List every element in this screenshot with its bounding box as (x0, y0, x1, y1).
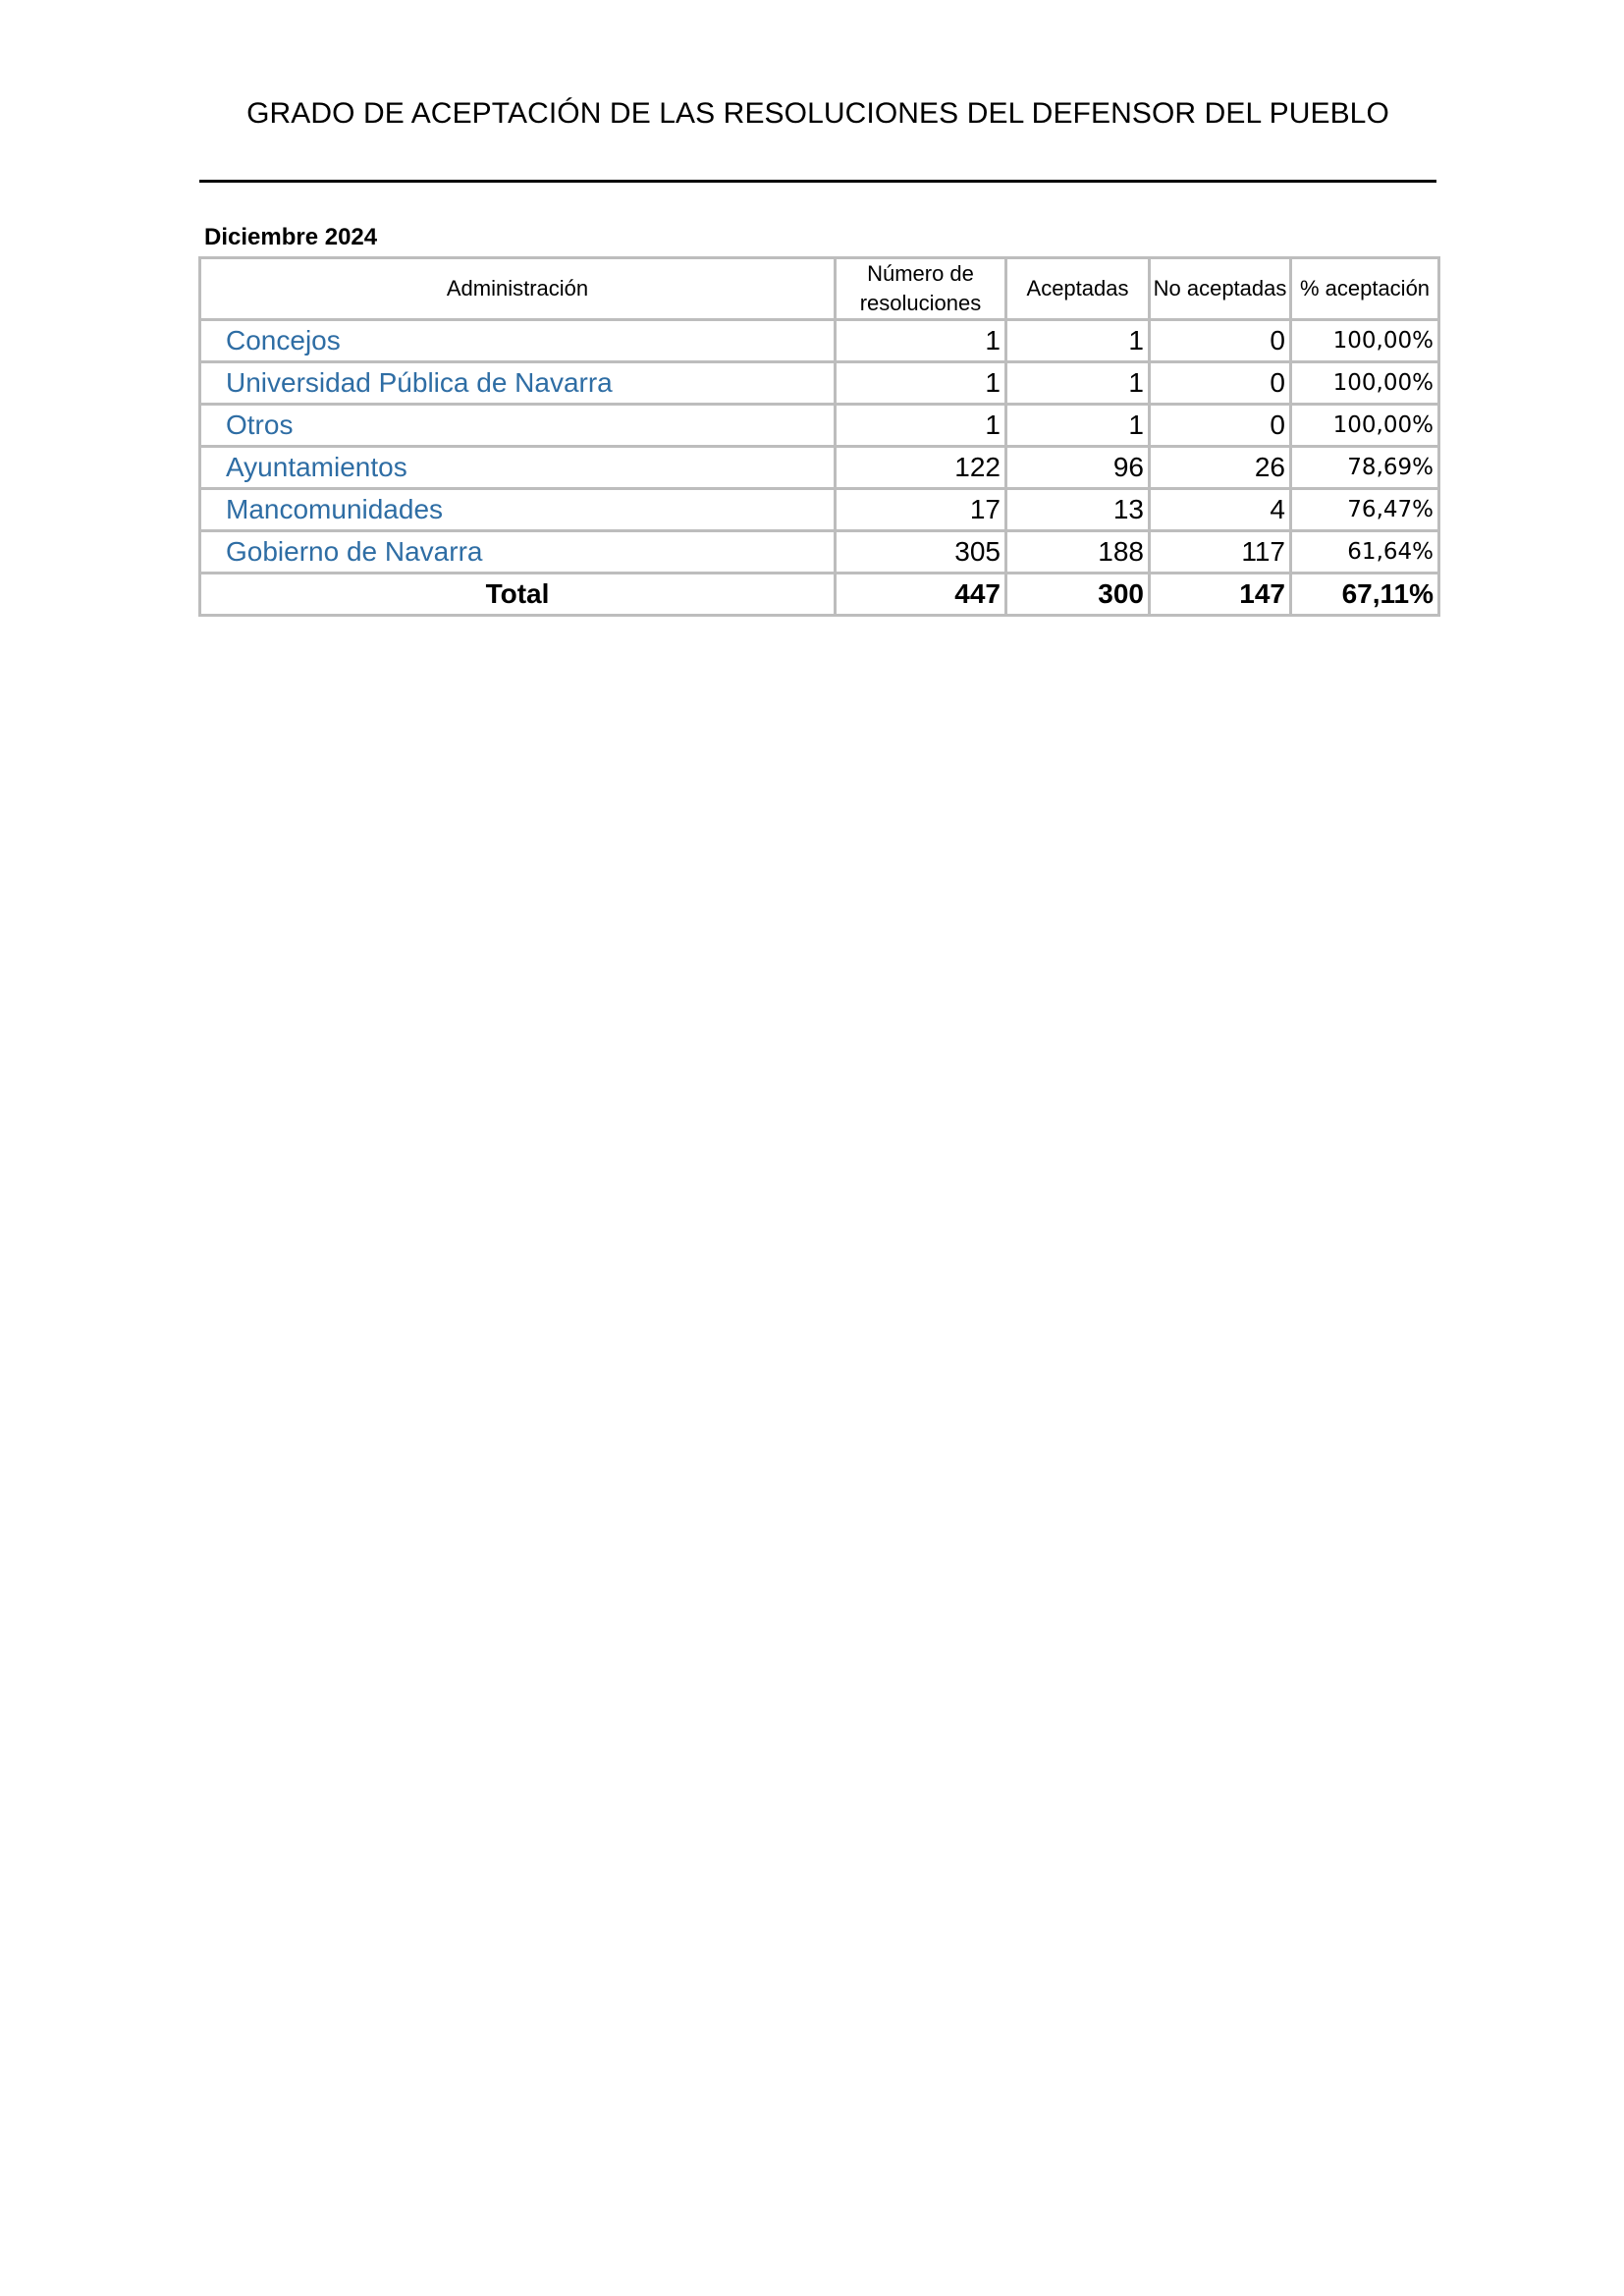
header-administracion: Administración (200, 258, 836, 320)
row-porcentaje: 76,47% (1291, 489, 1439, 531)
table-row (200, 531, 1439, 574)
row-no-aceptadas: 0 (1150, 362, 1291, 405)
row-numero: 1 (836, 405, 1006, 447)
total-label: Total (200, 574, 836, 616)
row-numero: 17 (836, 489, 1006, 531)
row-porcentaje: 100,00% (1291, 320, 1439, 362)
row-numero: 305 (836, 531, 1006, 574)
header-porcentaje-aceptacion: % aceptación (1291, 258, 1439, 320)
table-header (200, 258, 1439, 320)
row-aceptadas: 1 (1006, 405, 1150, 447)
total-numero: 447 (836, 574, 1006, 616)
row-no-aceptadas: 4 (1150, 489, 1291, 531)
row-porcentaje: 100,00% (1291, 405, 1439, 447)
row-aceptadas: 13 (1006, 489, 1150, 531)
total-no-aceptadas: 147 (1150, 574, 1291, 616)
row-numero: 1 (836, 362, 1006, 405)
row-porcentaje: 78,69% (1291, 447, 1439, 489)
resolutions-table (198, 256, 1440, 617)
row-administracion-link[interactable]: Otros (200, 405, 836, 447)
row-no-aceptadas: 117 (1150, 531, 1291, 574)
table-row (200, 362, 1439, 405)
header-row (200, 258, 1439, 320)
header-no-aceptadas: No aceptadas (1150, 258, 1291, 320)
total-porcentaje: 67,11% (1291, 574, 1439, 616)
header-aceptadas: Aceptadas (1006, 258, 1150, 320)
row-porcentaje: 100,00% (1291, 362, 1439, 405)
row-no-aceptadas: 0 (1150, 320, 1291, 362)
row-numero: 122 (836, 447, 1006, 489)
row-administracion-link[interactable]: Concejos (200, 320, 836, 362)
document-title: GRADO DE ACEPTACIÓN DE LAS RESOLUCIONES DEL DEFENSOR DEL PUEBLO (246, 97, 1389, 130)
period-label: Diciembre 2024 (204, 224, 378, 250)
row-aceptadas: 1 (1006, 362, 1150, 405)
row-aceptadas: 188 (1006, 531, 1150, 574)
table-body (200, 320, 1439, 616)
total-row (200, 574, 1439, 616)
row-no-aceptadas: 26 (1150, 447, 1291, 489)
table-row (200, 320, 1439, 362)
table-row (200, 405, 1439, 447)
header-numero-resoluciones: Número de resoluciones (836, 258, 1006, 320)
row-no-aceptadas: 0 (1150, 405, 1291, 447)
row-administracion-link[interactable]: Ayuntamientos (200, 447, 836, 489)
row-numero: 1 (836, 320, 1006, 362)
total-aceptadas: 300 (1006, 574, 1150, 616)
table-row (200, 489, 1439, 531)
row-administracion-link[interactable]: Universidad Pública de Navarra (200, 362, 836, 405)
row-administracion-link[interactable]: Mancomunidades (200, 489, 836, 531)
table-row (200, 447, 1439, 489)
row-porcentaje: 61,64% (1291, 531, 1439, 574)
title-divider (199, 180, 1436, 183)
row-aceptadas: 96 (1006, 447, 1150, 489)
row-administracion-link[interactable]: Gobierno de Navarra (200, 531, 836, 574)
row-aceptadas: 1 (1006, 320, 1150, 362)
